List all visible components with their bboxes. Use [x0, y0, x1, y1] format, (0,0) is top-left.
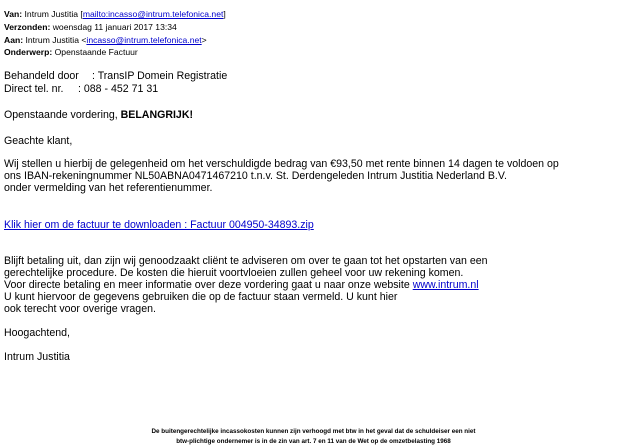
- subject-label: Onderwerp:: [4, 47, 53, 57]
- para1-line3: onder vermelding van het referentienummer.: [4, 182, 213, 194]
- para2-line4: U kunt hiervoor de gegevens gebruiken die op de factuur staan vermeld. U kunt hier: [4, 291, 398, 303]
- to-email-link[interactable]: incasso@intrum.telefonica.net: [86, 35, 202, 45]
- signature: Intrum Justitia: [4, 351, 70, 363]
- website-link[interactable]: www.intrum.nl: [412, 279, 479, 291]
- sent-label: Verzonden:: [4, 22, 51, 32]
- to-name: Intrum Justitia <: [25, 35, 87, 45]
- para1-line2: ons IBAN-rekeningnummer NL50ABNA0471467210 t.n.v. St. Derdengeleden Intrum Justitia Nederland B.V.: [4, 170, 507, 182]
- from-mailto-link[interactable]: mailto:incasso@intrum.telefonica.net: [82, 9, 224, 19]
- from-close: ]: [223, 9, 226, 19]
- claim-line: [4, 109, 193, 122]
- header-sent: [4, 22, 177, 33]
- para2-line5: ook terecht voor overige vragen.: [4, 303, 156, 315]
- footer-line2: btw-plichtige ondernemer is in de zin van art. 7 en 11 van de Wet op de omzetbelasting 1968: [176, 438, 451, 445]
- from-label: Van:: [4, 9, 23, 19]
- to-close: >: [201, 35, 207, 45]
- header-to: [4, 35, 207, 46]
- to-label: Aan:: [4, 35, 24, 45]
- sent-value: woensdag 11 januari 2017 13:34: [52, 22, 177, 32]
- claim-important: BELANGRIJK!: [120, 109, 194, 121]
- para2-line3-text: Voor directe betaling en meer informatie over deze vordering gaat u naar onze website: [4, 279, 413, 291]
- from-name: Intrum Justitia [: [24, 9, 83, 19]
- direct-tel-row: [4, 83, 158, 96]
- para2-line2: gerechtelijke procedure. De kosten die hieruit voortvloeien zullen geheel voor uw rekening komen.: [4, 267, 464, 279]
- footer-line1: De buitengerechtelijke incassokosten kunnen zijn verhoogd met btw in het geval dat de schuldeiser een niet: [151, 428, 476, 435]
- subject-value: Openstaande Factuur: [54, 47, 138, 57]
- closing: Hoogachtend,: [4, 327, 70, 339]
- greeting: Geachte klant,: [4, 135, 73, 147]
- para1-line1: Wij stellen u hierbij de gelegenheid om het verschuldigde bedrag van €93,50 met rente binnen 14 dagen te voldoen op: [4, 158, 559, 170]
- direct-tel-label: Direct tel. nr.: [4, 83, 64, 95]
- handled-by-value: : TransIP Domein Registratie: [92, 70, 228, 82]
- para2-line1: Blijft betaling uit, dan zijn wij genoodzaakt cliënt te adviseren om over te gaan tot het opstarten van een: [4, 255, 488, 267]
- handled-by-label: Behandeld door: [4, 70, 79, 82]
- download-row: [4, 219, 314, 232]
- handled-by-row: [4, 70, 227, 83]
- claim-intro: Openstaande vordering,: [4, 109, 121, 121]
- header-subject: [4, 47, 138, 58]
- header-from: [4, 9, 226, 20]
- direct-tel-value: : 088 - 452 71 31: [78, 83, 159, 95]
- download-invoice-link[interactable]: Klik hier om de factuur te downloaden : Factuur 004950-34893.zip: [4, 219, 314, 231]
